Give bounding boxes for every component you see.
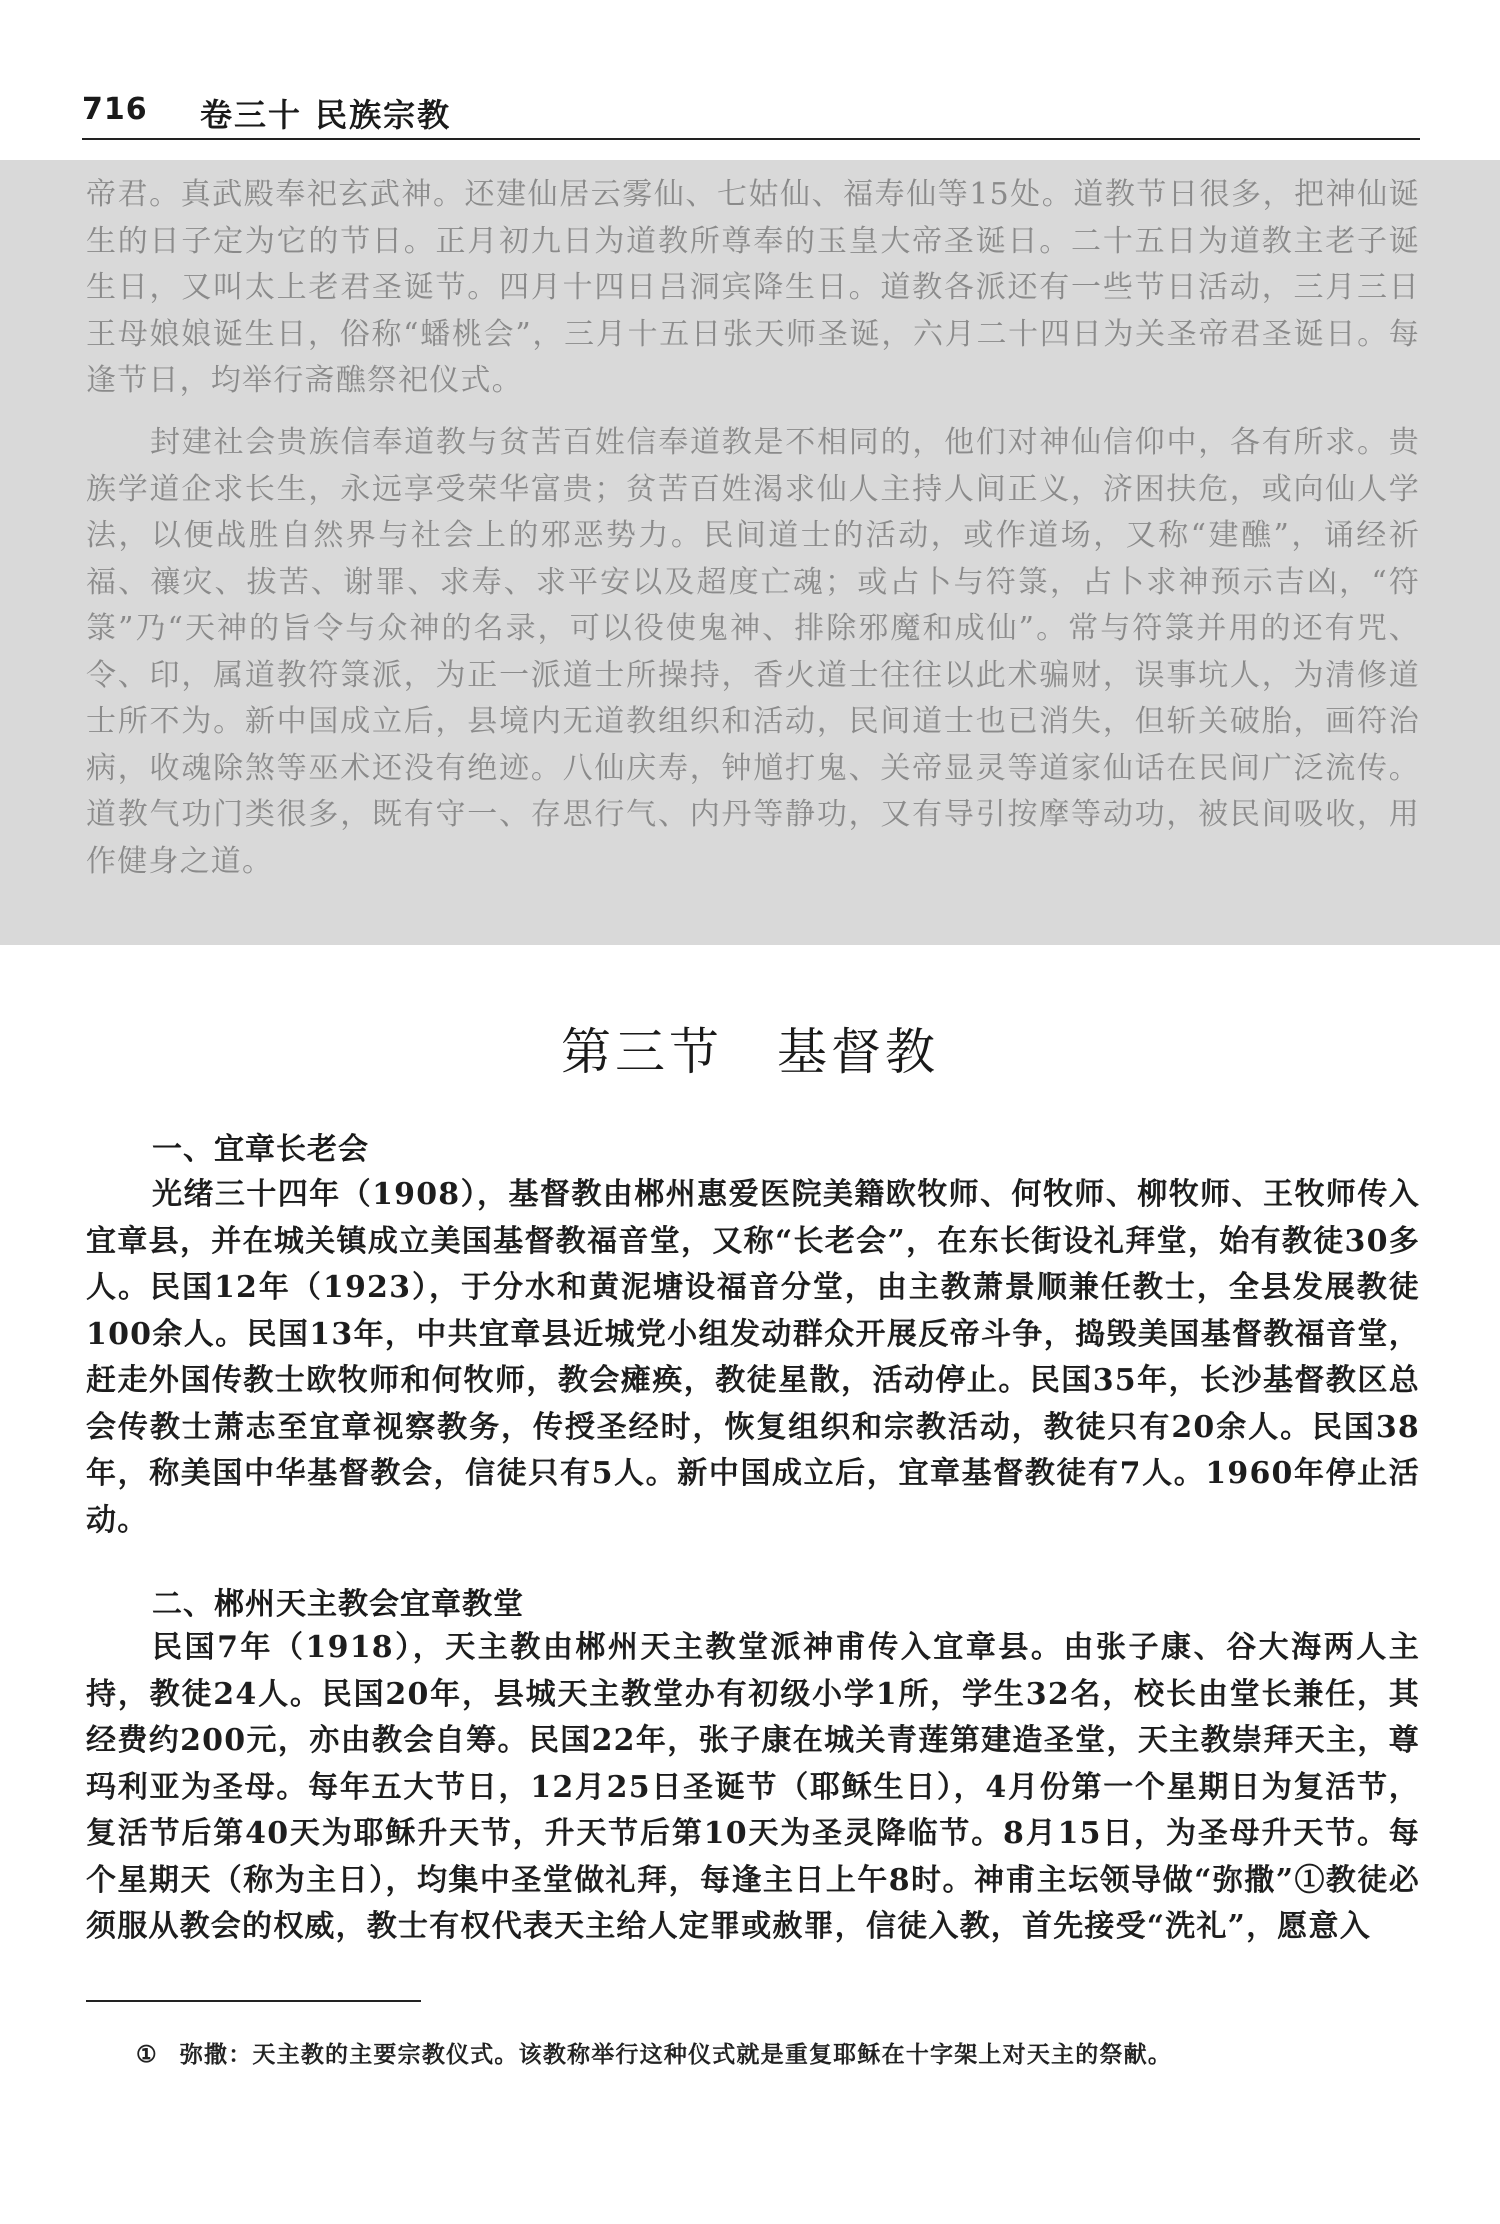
- subsection-body-2: 民国7年（1918），天主教由郴州天主教堂派神甫传入宜章县。由张子康、谷大海两人主持，教徒24人。民国20年，县城天主教堂办有初级小学1所，学生32名，校长由堂长兼任，其经费约200元，亦由教会自筹。民国22年，张子康在城关青莲第建造圣堂，天主教崇拜天主，尊玛利亚为圣母。每年五大节日，12月25日圣诞节（耶稣生日），4月份第一个星期日为复活节，复活节后第40天为耶稣升天节，升天节后第10天为圣灵降临节。8月15日，为圣母升天节。每个星期天（称为主日），均集中圣堂做礼拜，每逢主日上午8时。神甫主坛领导做“弥撒”①教徒必须服从教会的权威，教士有权代表天主给人定罪或赦罪，信徒入教，首先接受“洗礼”，愿意入: [86, 1630, 1420, 1944]
- page-number: 716: [82, 92, 148, 127]
- section-title: 第三节 基督教: [561, 1023, 939, 1081]
- shaded-paragraph-1: 帝君。真武殿奉祀玄武神。还建仙居云雾仙、七姑仙、福寿仙等15处。道教节日很多，把神仙诞生的日子定为它的节日。正月初九日为道教所尊奉的玉皇大帝圣诞日。二十五日为道教主老子诞生日，又叫太上老君圣诞节。四月十四日吕洞宾降生日。道教各派还有一些节日活动，三月三日王母娘娘诞生日，俗称“蟠桃会”，三月十五日张天师圣诞，六月二十四日为关圣帝君圣诞日。每逢节日，均举行斋醮祭祀仪式。: [86, 177, 1420, 398]
- footnote-marker: ①: [136, 2041, 158, 2068]
- highlighted-region: [0, 160, 1500, 945]
- subsection-body-1: 光绪三十四年（1908），基督教由郴州惠爱医院美籍欧牧师、何牧师、柳牧师、王牧师传入宜章县，并在城关镇成立美国基督教福音堂，又称“长老会”，在东长街设礼拜堂，始有教徒30多人。民国12年（1923），于分水和黄泥塘设福音分堂，由主教萧景顺兼任教士，全县发展教徒100余人。民国13年，中共宜章县近城党小组发动群众开展反帝斗争，捣毁美国基督教福音堂，赶走外国传教士欧牧师和何牧师，教会瘫痪，教徒星散，活动停止。民国35年，长沙基督教区总会传教士萧志至宜章视察教务，传授圣经时，恢复组织和宗教活动，教徒只有20余人。民国38年，称美国中华基督教会，信徒只有5人。新中国成立后，宜章基督教徒有7人。1960年停止活动。: [86, 1177, 1420, 1538]
- page-header: [82, 86, 1420, 140]
- footnote-divider: [86, 2000, 421, 2002]
- footnote-text: 弥撒：天主教的主要宗教仪式。该教称举行这种仪式就是重复耶稣在十字架上对天主的祭献。: [179, 2041, 1173, 2068]
- shaded-paragraph-2: 封建社会贵族信奉道教与贫苦百姓信奉道教是不相同的，他们对神仙信仰中，各有所求。贵族学道企求长生，永远享受荣华富贵；贫苦百姓渴求仙人主持人间正义，济困扶危，或向仙人学法，以便战胜自然界与社会上的邪恶势力。民间道士的活动，或作道场，又称“建醮”，诵经祈福、禳灾、拔苦、谢罪、求寿、求平安以及超度亡魂；或占卜与符箓，占卜求神预示吉凶，“符箓”乃“天神的旨令与众神的名录，可以役使鬼神、排除邪魔和成仙”。常与符箓并用的还有咒、令、印，属道教符箓派，为正一派道士所操持，香火道士往往以此术骗财，误事坑人，为清修道士所不为。新中国成立后，县境内无道教组织和活动，民间道士也已消失，但斩关破胎，画符治病，收魂除煞等巫术还没有绝迹。八仙庆寿，钟馗打鬼、关帝显灵等道家仙话在民间广泛流传。道教气功门类很多，既有守一、存思行气、内丹等静功，又有导引按摩等动功，被民间吸收，用作健身之道。: [86, 425, 1420, 879]
- running-title: 卷三十 民族宗教: [200, 96, 452, 134]
- subsection-heading-2: 二、郴州天主教会宜章教堂: [152, 1587, 524, 1622]
- footnote: [136, 2036, 1426, 2069]
- subsection-heading-1: 一、宜章长老会: [152, 1132, 369, 1167]
